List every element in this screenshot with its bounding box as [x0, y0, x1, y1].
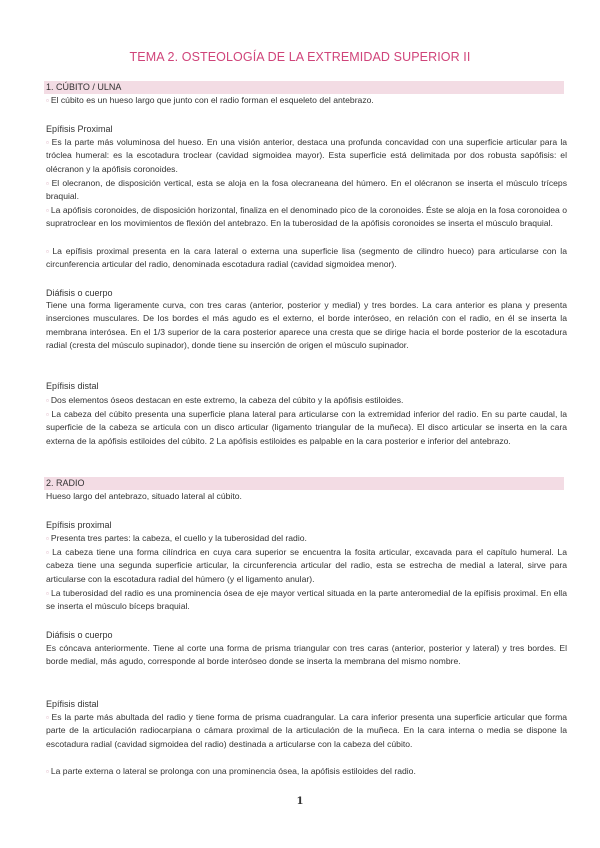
paragraph-ed2-radio: ▫ La parte externa o lateral se prolonga con una prominencia ósea, la apófisis estiloides del radio.	[46, 766, 416, 776]
subheading-epifisis-proximal-cubito: Epífisis Proximal	[46, 124, 113, 134]
bullet-icon: ▫	[46, 96, 49, 105]
section-heading-radio: 2. RADIO	[46, 478, 85, 488]
section-bar-radio	[44, 477, 564, 490]
paragraph-ep1-cubito: ▫ Es la parte más voluminosa del hueso. En una visión anterior, destaca una profunda concavidad con una superficie articular para la tróclea humeral: es la escotadura troclear (cavidad sigmoidea mayor). Esta superficie está delimitada por dos robusta sapófisis: el olécranon y la apófisis coronoides.	[46, 137, 568, 174]
bullet-icon: ▫	[46, 138, 50, 147]
paragraph-ed2-cubito: ▫ La cabeza del cúbito presenta una superficie plana lateral para articularse con la extremidad inferior del radio. En su parte caudal, la superficie de la cabeza se articula con un disco articular (ligamento triangular de la muñeca). El disco articular se inserta en la cara externa de la apófisis estiloides del cúbito. 2 La apófisis estiloides es palpable en la cara posterior e inferior del antebrazo.	[46, 409, 567, 446]
paragraph-diafisis-radio: Es cóncava anteriormente. Tiene al corte una forma de prisma triangular con tres caras (anterior, posterior y lateral) y tres bordes. El borde medial, más agudo, corresponde al borde interóseo donde se inserta la membrana del mismo nombre.	[46, 643, 567, 667]
paragraph-ep2-radio: ▫ La cabeza tiene una forma cilíndrica en cuya cara superior se encuentra la fosita articular, excavada para el capítulo humeral. La cabeza tiene una segunda superficie articular, la circunferencia articular del radio, esta se estrecha de medial a lateral, sirve para articularse con la escotadura radial del húmero (y el ligamento anular).	[46, 547, 567, 584]
paragraph-ep2-cubito: ▫ El olecranon, de disposición vertical, esta se aloja en la fosa olecraneana del húmero. En el olécranon se inserta el músculo tríceps braquial.	[46, 178, 568, 202]
subheading-epifisis-distal-radio: Epífisis distal	[46, 699, 99, 709]
section-bar-cubito	[44, 81, 564, 94]
paragraph-ep3-radio: ▫ La tuberosidad del radio es una prominencia ósea de eje mayor vertical situada en la parte anteromedial de la epífisis proximal. En ella se inserta el músculo bíceps braquial.	[46, 588, 567, 612]
paragraph-intro-radio: Hueso largo del antebrazo, situado lateral al cúbito.	[46, 491, 242, 501]
paragraph-diafisis-cubito: Tiene una forma ligeramente curva, con tres caras (anterior, posterior y medial) y tres bordes. La cara anterior es plana y presenta inserciones musculares. De los bordes el más agudo es el externo, el borde interóseo, en relación con el radio, en él se inserta la membrana interósea. En el 1/3 superior de la cara posterior aparece una cresta que se dirige hacia el borde posterior de la escotadura radial (cresta del músculo supinador), donde tiene su inserción de origen el músculo supinador.	[46, 300, 567, 351]
page-number: 1	[296, 796, 304, 807]
bullet-icon: ▫	[46, 589, 49, 598]
bullet-icon: ▫	[46, 534, 49, 543]
paragraph-ed1-cubito: ▫ Dos elementos óseos destacan en este extremo, la cabeza del cúbito y la apófisis estiloides.	[46, 395, 404, 405]
bullet-icon: ▫	[46, 247, 51, 256]
bullet-icon: ▫	[46, 396, 49, 405]
subheading-epifisis-proximal-radio: Epífisis proximal	[46, 520, 112, 530]
paragraph-ep1-radio: ▫ Presenta tres partes: la cabeza, el cuello y la tuberosidad del radio.	[46, 533, 307, 543]
subheading-diafisis-cubito: Diáfisis o cuerpo	[46, 288, 113, 298]
bullet-icon: ▫	[46, 410, 50, 419]
section-heading-cubito: 1. CÚBITO / ULNA	[46, 82, 122, 92]
page-title: TEMA 2. OSTEOLOGÍA DE LA EXTREMIDAD SUPERIOR II	[129, 50, 471, 64]
bullet-icon: ▫	[46, 548, 51, 557]
paragraph-intro-cubito: ▫ El cúbito es un hueso largo que junto con el radio forman el esqueleto del antebrazo.	[46, 95, 374, 105]
bullet-icon: ▫	[46, 206, 49, 215]
bullet-icon: ▫	[46, 713, 50, 722]
bullet-icon: ▫	[46, 767, 49, 776]
paragraph-ep4-cubito: ▫ La epífisis proximal presenta en la cara lateral o externa una superficie lisa (segmento de cilindro hueco) para articularse con la circunferencia articular del radio, denominada escotadura radial (cavidad sigmoidea menor).	[46, 246, 567, 270]
paragraph-ep3-cubito: ▫ La apófisis coronoides, de disposición horizontal, finaliza en el denominado pico de la coronoides. Éste se aloja en la fosa coronoidea o supratroclear en los movimientos de flexión del antebrazo. En la tuberosidad de la apófisis coronoides se inserta el músculo braquial.	[46, 205, 567, 229]
bullet-icon: ▫	[46, 179, 50, 188]
paragraph-ed1-radio: ▫ Es la parte más abultada del radio y tiene forma de prisma cuadrangular. La cara inferior presenta una superficie articular que forma parte de la articulación radiocarpiana o cámara proximal de la articulación de la muñeca. En la cara interna o media se dispone la escotadura radial (cavidad sigmoidea del radio) destinada a articularse con la cabeza del cúbito.	[46, 712, 568, 749]
subheading-epifisis-distal-cubito: Epífisis distal	[46, 381, 99, 391]
subheading-diafisis-radio: Diáfisis o cuerpo	[46, 630, 113, 640]
